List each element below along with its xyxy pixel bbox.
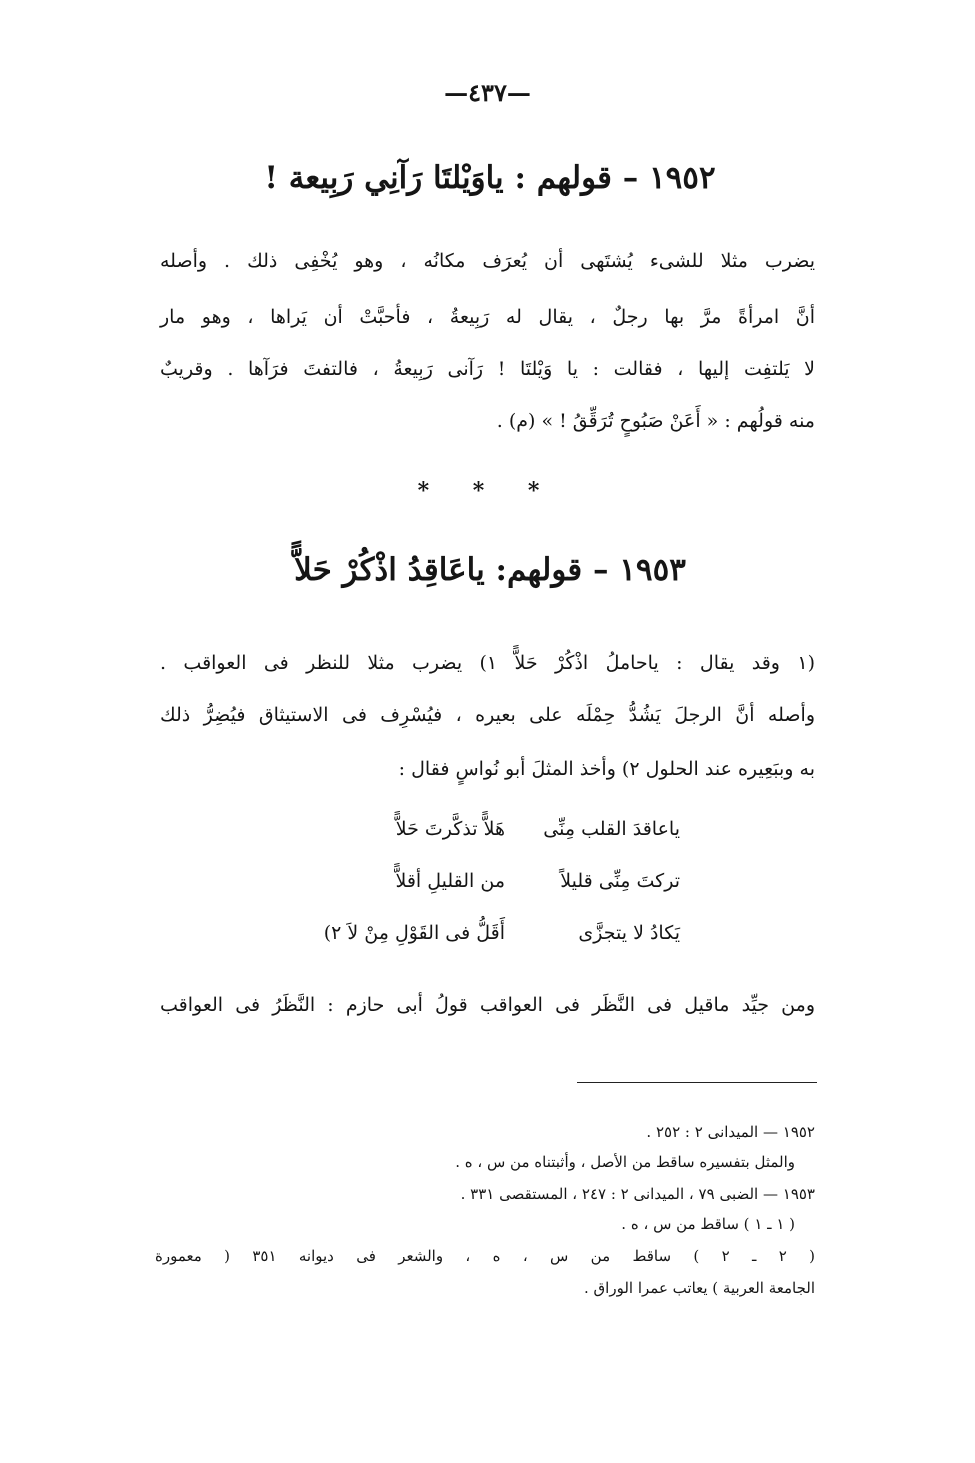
- footnote-divider: [577, 1082, 817, 1083]
- entry-1952-heading: ١٩٥٢ – قولهم : ياوَيْلتَا رَآنِي رَبِيعة !: [264, 160, 716, 196]
- verse-2-second-hemistich: من القليلِ أقلاًّ: [395, 870, 505, 892]
- entry-1952-line-3: لا يَلتفِت إليها ، فقالت : يا وَيْلتَا ! رَآنى رَبِيعةُ ، فالتفتَ فرَآها . وقريبٌ: [160, 358, 815, 380]
- entry-1953-heading: ١٩٥٣ – قولهم: ياعَاقِدُ اذْكُرْ حَلاًّ: [294, 552, 686, 588]
- footnote-1953-note-2: ( ٢ ـ ٢ ) ساقط من س ، ه ، والشعر فى ديوانه ٣٥١ ( معمورة: [155, 1247, 815, 1265]
- entry-1953-line-2: وأصله أنَّ الرجلَ يَشُدُّ حِمْلَه على بعيره ، فيُسْرِف فى الاستيثاق فيُضِرُّ ذلك: [160, 704, 815, 726]
- entry-1953-closing-line: ومن جيِّد ماقيل فى النَّظَر فى العواقب قولُ أبى حازم : النَّظَرُ فى العواقب: [160, 994, 815, 1016]
- verse-2-first-hemistich: تركتَ مِنِّى قليلاً: [560, 870, 680, 892]
- entry-1952-line-4: منه قولُهم : « أَعَنْ صَبُوحٍ تُرَقِّقُ ! » (م) .: [496, 410, 815, 432]
- verse-1-first-hemistich: ياعاقدَ القلب مِنِّى: [543, 818, 680, 840]
- entry-1952-line-2: أنَّ امرأةً مرَّ بها رجلٌ ، يقال له رَبِيعةُ ، فأحبَّتْ أن يَراها ، وهو مار: [160, 306, 815, 328]
- footnote-1953-source: ١٩٥٣ — الضبى ٧٩ ، الميدانى ٢ : ٢٤٧ ، المستقصى ٣٣١ .: [460, 1185, 815, 1203]
- verse-3-first-hemistich: يَكادُ لا يتجزَّى: [578, 922, 680, 944]
- footnote-1952-note: والمثل بتفسيره ساقط من الأصل ، وأثبتناه من س ، ه .: [455, 1153, 795, 1171]
- footnote-1953-note-1: ( ١ ـ ١ ) ساقط من س ، ه .: [621, 1215, 795, 1233]
- section-separator: * * *: [417, 478, 558, 504]
- verse-1-second-hemistich: هَلاًّ تذكَّرتَ حَلاًّ: [395, 818, 505, 840]
- page-number: —٤٣٧—: [444, 78, 531, 107]
- entry-1953-line-3: به وببَعِيره عند الحلول ٢) وأخذ المثلَ أبو نُواسٍ فقال :: [398, 758, 815, 780]
- entry-1953-line-1: (١ وقد يقال : ياحاملُ اذْكُرْ حَلاًّ ١) يضرب مثلا للنظر فى العواقب .: [160, 652, 815, 674]
- footnote-1952-source: ١٩٥٢ — الميدانى ٢ : ٢٥٢ .: [646, 1123, 815, 1141]
- entry-1952-line-1: يضرب مثلا للشىء يُشتَهى أن يُعرَف مكانُه ، وهو يُخْفِى ذلك . وأصله: [160, 250, 815, 272]
- footnote-1953-note-2-continued: الجامعة العربية ) يعاتب عمرا الوراق .: [583, 1279, 815, 1297]
- verse-3-second-hemistich: أَقَلُّ فى القَوْلِ مِنْ لاَ ٢): [323, 922, 505, 944]
